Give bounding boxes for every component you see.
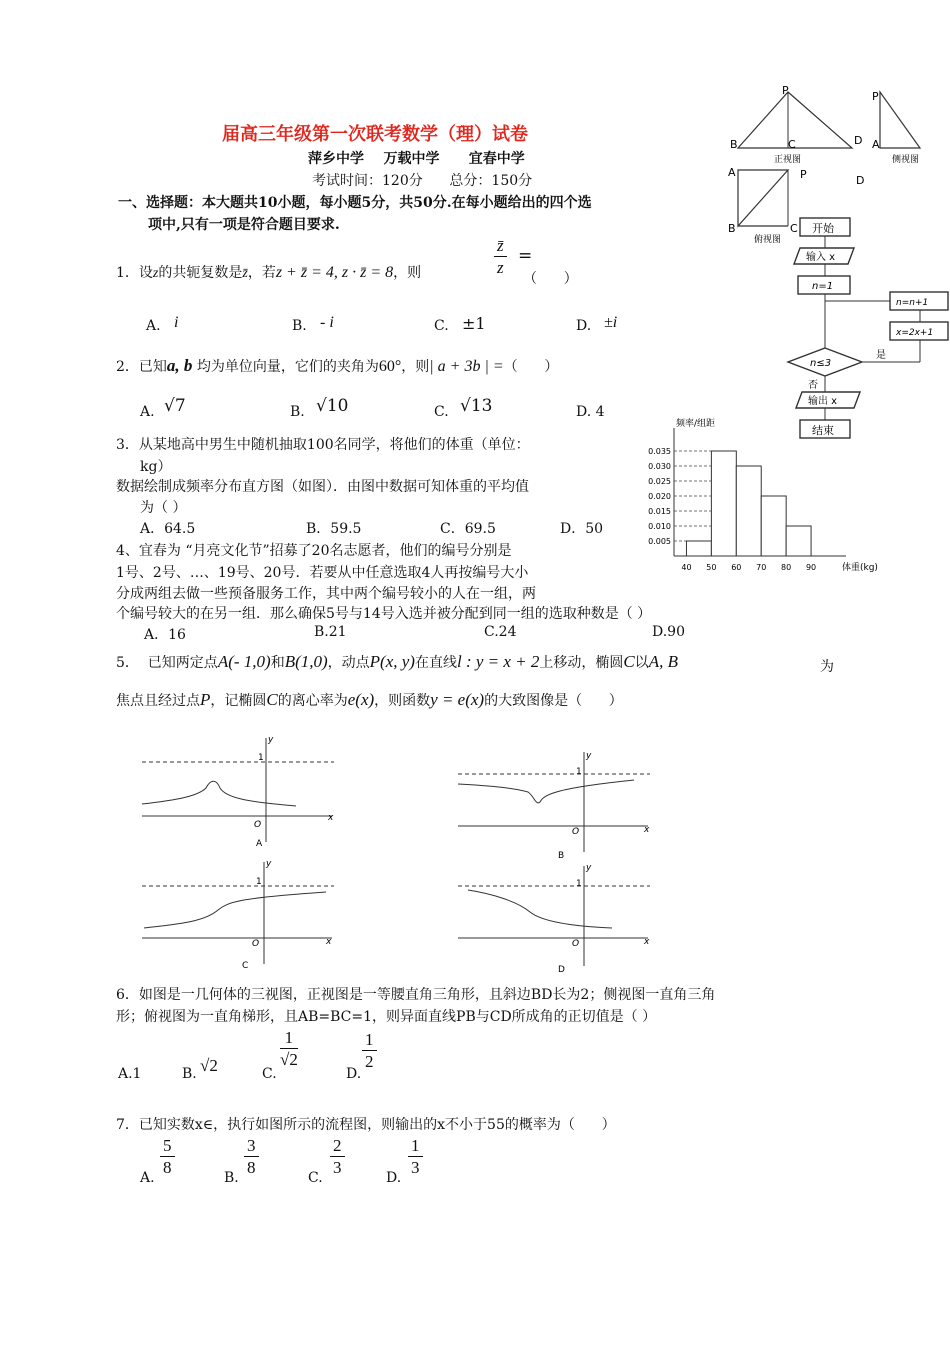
front-b: B	[730, 138, 738, 151]
top-p: P	[800, 168, 807, 181]
q7-a-den: 8	[163, 1158, 172, 1177]
top-c: C	[790, 222, 798, 235]
top-a: A	[728, 166, 736, 179]
q5-graph-d	[454, 862, 654, 976]
q6-opt-d-frac	[362, 1030, 377, 1073]
q5-p2: P	[200, 690, 211, 709]
q3-line4: 为（ ）	[140, 500, 187, 516]
q5-t10: 的离心率为	[277, 693, 348, 709]
q1-condition: z + z̄ = 4, z · z̄ = 8	[275, 264, 394, 281]
flow-yes: 是	[876, 350, 886, 361]
q7-c-den: 3	[333, 1158, 342, 1177]
q5c-one-label: 1	[256, 877, 262, 887]
side-a: A	[872, 138, 880, 151]
q1-opt-d: D.	[576, 318, 592, 334]
q1-opt-c: C.	[434, 318, 449, 334]
front-p: P	[782, 84, 789, 97]
side-view-label: 侧视图	[892, 155, 920, 165]
q1-opt-b: B.	[292, 318, 307, 334]
q5-t11: ，则函数	[374, 693, 431, 709]
q7-opt-c: C.	[308, 1170, 323, 1186]
hist-y-tick: 0.035	[648, 447, 671, 456]
q7-opt-b: B.	[224, 1170, 239, 1186]
q2-opt-a-val: √7	[164, 396, 186, 416]
top-d: D	[856, 174, 865, 187]
q5a-label: A	[256, 839, 263, 849]
top-b: B	[728, 222, 736, 235]
q1-line	[116, 262, 421, 282]
q5a-origin: O	[254, 820, 262, 830]
q6-d-den: 2	[365, 1052, 374, 1071]
q5-c2: C	[266, 690, 278, 709]
q5-t8: 焦点且经过点	[116, 693, 200, 709]
q4-opt-d: D.90	[652, 624, 685, 640]
q5d-y-label: y	[586, 863, 592, 873]
q5d-x-label: x	[644, 937, 650, 947]
q4-line3: 分成两组去做一些预备服务工作，其中两个编号较小的人在一组，两	[116, 586, 536, 602]
q4-opt-a: A．16	[144, 627, 186, 643]
hist-y-tick: 0.030	[648, 462, 671, 471]
flow-input: 输入 x	[806, 252, 836, 263]
q7-d-den: 3	[411, 1158, 420, 1177]
q3-opt-b: B．59.5	[306, 521, 362, 537]
q1-text-a: 1．设	[116, 265, 153, 281]
q7-opt-a-frac	[160, 1136, 175, 1179]
weight-histogram	[640, 414, 900, 578]
q2-opt-d: D. 4	[576, 404, 605, 420]
q5-line2	[116, 690, 623, 710]
q5-t4: 在直线	[414, 655, 457, 671]
q7-opt-d-frac	[408, 1136, 423, 1179]
q4-opt-b: B.21	[314, 624, 347, 640]
flow-end: 结束	[812, 424, 834, 437]
q7-opt-b-frac	[244, 1136, 259, 1179]
flow-cond: n≤3	[810, 358, 832, 369]
q4-line1: 4、宜春为 “月亮文化节”招募了20名志愿者，他们的编号分别是	[116, 543, 512, 559]
q7-b-den: 8	[247, 1158, 256, 1177]
q5a-y-label: y	[268, 735, 274, 745]
side-p: P	[872, 90, 879, 103]
q3-opt-d: D．50	[560, 521, 604, 537]
flow-update-x: x=2x+1	[896, 328, 934, 338]
q5-t2: 和	[270, 655, 285, 671]
q5-t12: 的大致图像是（ ）	[484, 693, 623, 709]
q5-point-p: P(x, y)	[369, 652, 415, 671]
q4-line4: 个编号较大的在另一组．那么确保5号与14号入选并被分配到同一组的选取种数是（ ）	[116, 606, 652, 622]
flowchart	[780, 212, 950, 444]
q1-zbar: z̄	[242, 266, 248, 281]
q5-t1: 5． 已知两定点	[116, 655, 218, 671]
q2-opt-c-val: √13	[460, 396, 493, 416]
q5b-label: B	[558, 851, 565, 861]
q5c-x-label: x	[326, 937, 332, 947]
q5-t7: 为	[820, 659, 834, 675]
hist-x-tick: 60	[731, 563, 742, 572]
hist-y-tick: 0.005	[648, 537, 671, 546]
q1-text-d: ，则	[393, 265, 422, 281]
q5c-label: C	[242, 961, 249, 971]
top-view-label: 俯视图	[754, 235, 782, 245]
q6-c-den: √2	[280, 1050, 298, 1069]
q5-graph-c	[138, 858, 338, 972]
q5a-x-label: x	[328, 813, 334, 823]
school-names: 萍乡中学 万载中学 宜春中学	[308, 151, 525, 167]
q7-opt-c-frac	[330, 1136, 345, 1179]
q7-d-num: 1	[408, 1136, 423, 1157]
q5a-one-label: 1	[258, 753, 264, 763]
hist-xlabel: 体重(kg)	[842, 563, 878, 573]
q1-options	[146, 314, 626, 338]
q5d-origin: O	[572, 939, 580, 949]
flow-init: n=1	[812, 281, 834, 292]
hist-bar	[686, 541, 711, 556]
q1-text-b: 的共轭复数是	[158, 265, 243, 281]
q7-a-num: 5	[160, 1136, 175, 1157]
q6-opt-b: B.	[182, 1066, 197, 1082]
exam-info: 考试时间：120分 总分：150分	[312, 173, 533, 189]
q2-text-a: 2．已知	[116, 359, 167, 375]
flow-no: 否	[808, 380, 818, 391]
hist-y-tick: 0.020	[648, 492, 671, 501]
q5b-origin: O	[572, 827, 580, 837]
q6-line2: 形；俯视图为一直角梯形，且AB=BC=1，则异面直线PB与CD所成角的正切值是（ ）	[116, 1009, 657, 1025]
hist-bar	[711, 451, 736, 556]
q5c-origin: O	[252, 939, 260, 949]
q2-opt-b-val: √10	[316, 396, 349, 416]
q1-frac-num: z̄	[494, 236, 507, 257]
q5-func: y = e(x)	[430, 690, 485, 709]
q6-line1: 6．如图是一几何体的三视图，正视图是一等腰直角三角形，且斜边BD长为2；侧视图一直角三角	[116, 987, 716, 1003]
q5-t5: 上移动，椭圆	[539, 655, 624, 671]
q2-vectors: a, b	[166, 356, 193, 375]
q5-t3: ，动点	[327, 655, 370, 671]
hist-y-tick: 0.010	[648, 522, 671, 531]
q1-frac-den: z	[497, 258, 504, 277]
q3-line3: 数据绘制成频率分布直方图（如图）．由图中数据可知体重的平均值	[116, 479, 529, 495]
q1-paren: （ ）	[523, 271, 578, 287]
q6-c-num: 1	[280, 1028, 298, 1049]
page-title: 届高三年级第一次联考数学（理）试卷	[222, 124, 528, 145]
q6-opt-b-val: √2	[200, 1056, 218, 1075]
q2-opt-b: B.	[290, 404, 305, 420]
q7-b-num: 3	[244, 1136, 259, 1157]
hist-bar	[761, 496, 786, 556]
hist-y-tick: 0.025	[648, 477, 671, 486]
q2-text-b: 均为单位向量，它们的夹角为	[196, 359, 379, 375]
hist-x-tick: 90	[805, 563, 817, 572]
front-c: C	[788, 138, 796, 151]
front-d: D	[854, 134, 863, 147]
q3-opt-c: C．69.5	[440, 521, 496, 537]
hist-bar	[736, 466, 761, 556]
hist-x-tick: 80	[781, 563, 792, 572]
q5-line-eq: l : y = x + 2	[456, 652, 540, 671]
q2-angle: 60°	[378, 358, 402, 375]
q5-ecc: e(x)	[347, 690, 375, 709]
flow-output: 输出 x	[808, 396, 838, 407]
q6-d-num: 1	[362, 1030, 377, 1051]
q5-graph-b	[454, 748, 654, 862]
q7-opt-a: A.	[140, 1170, 155, 1186]
q2-opt-c: C.	[434, 404, 449, 420]
hist-x-tick: 50	[706, 563, 717, 572]
q2-paren: （ ）	[503, 359, 559, 375]
q1-opt-d-val: ±i	[604, 314, 618, 331]
q2-opt-a: A.	[140, 404, 155, 420]
q5-foci: A, B	[648, 652, 679, 671]
q1-fraction	[494, 236, 507, 279]
q5-t6: 以	[634, 655, 649, 671]
q7-c-num: 2	[330, 1136, 345, 1157]
q5b-x-label: x	[644, 825, 650, 835]
q3-opt-a: A．64.5	[140, 521, 196, 537]
q1-eq: =	[518, 246, 533, 266]
q6-opt-c: C.	[262, 1066, 277, 1082]
q2-text-c: ，则	[401, 359, 430, 375]
q5c-y-label: y	[266, 859, 272, 869]
front-view-label: 正视图	[774, 155, 802, 165]
q4-line2: 1号、2号、…、19号、20号．若要从中任意选取4人再按编号大小	[116, 565, 529, 581]
q1-opt-a: A.	[146, 318, 161, 334]
q1-opt-a-val: i	[174, 314, 179, 331]
q3-line1: 3．从某地高中男生中随机抽取100名同学，将他们的体重（单位：	[116, 437, 530, 453]
q5d-one-label: 1	[576, 879, 582, 889]
q2-line	[116, 356, 558, 376]
q7-line1: 7．已知实数x∈，执行如图所示的流程图，则输出的x不小于55的概率为（ ）	[116, 1117, 616, 1133]
q1-opt-c-val: ±1	[462, 314, 486, 333]
q6-opt-c-frac	[280, 1028, 298, 1071]
q6-opt-d: D.	[346, 1066, 362, 1082]
hist-y-tick: 0.015	[648, 507, 671, 516]
q1-opt-b-val: - i	[320, 314, 334, 331]
q5d-label: D	[558, 965, 565, 975]
q5-graph-a	[138, 732, 338, 850]
q5-line1	[116, 652, 678, 672]
flow-update-n: n=n+1	[896, 298, 929, 308]
q3-line2: kg）	[140, 459, 172, 475]
q1-text-c: ，若	[247, 265, 276, 281]
q5-t9: ，记椭圆	[210, 693, 267, 709]
q5b-y-label: y	[586, 751, 592, 761]
hist-x-tick: 70	[756, 563, 767, 572]
q4-opt-c: C.24	[484, 624, 517, 640]
q1-z: z	[152, 266, 159, 281]
q5-ellipse-c: C	[623, 652, 635, 671]
q5-point-b: B(1,0)	[284, 652, 328, 671]
hist-x-tick: 40	[681, 563, 692, 572]
hist-bar	[786, 526, 811, 556]
q5b-one-label: 1	[576, 767, 582, 777]
q2-expr: | a + 3b | =	[429, 358, 504, 375]
q2-options	[140, 396, 620, 422]
q6-opt-a: A.1	[118, 1066, 142, 1082]
hist-ylabel: 频率/组距	[676, 419, 716, 429]
q7-opt-d: D.	[386, 1170, 402, 1186]
section-heading: 一、选择题：本大题共10小题，每小题5分，共50分.在每小题给出的四个选	[118, 195, 592, 211]
q5-point-a: A(- 1,0)	[217, 652, 271, 671]
flow-start: 开始	[812, 222, 834, 235]
section-heading-cont: 项中,只有一项是符合题目要求.	[148, 217, 340, 233]
